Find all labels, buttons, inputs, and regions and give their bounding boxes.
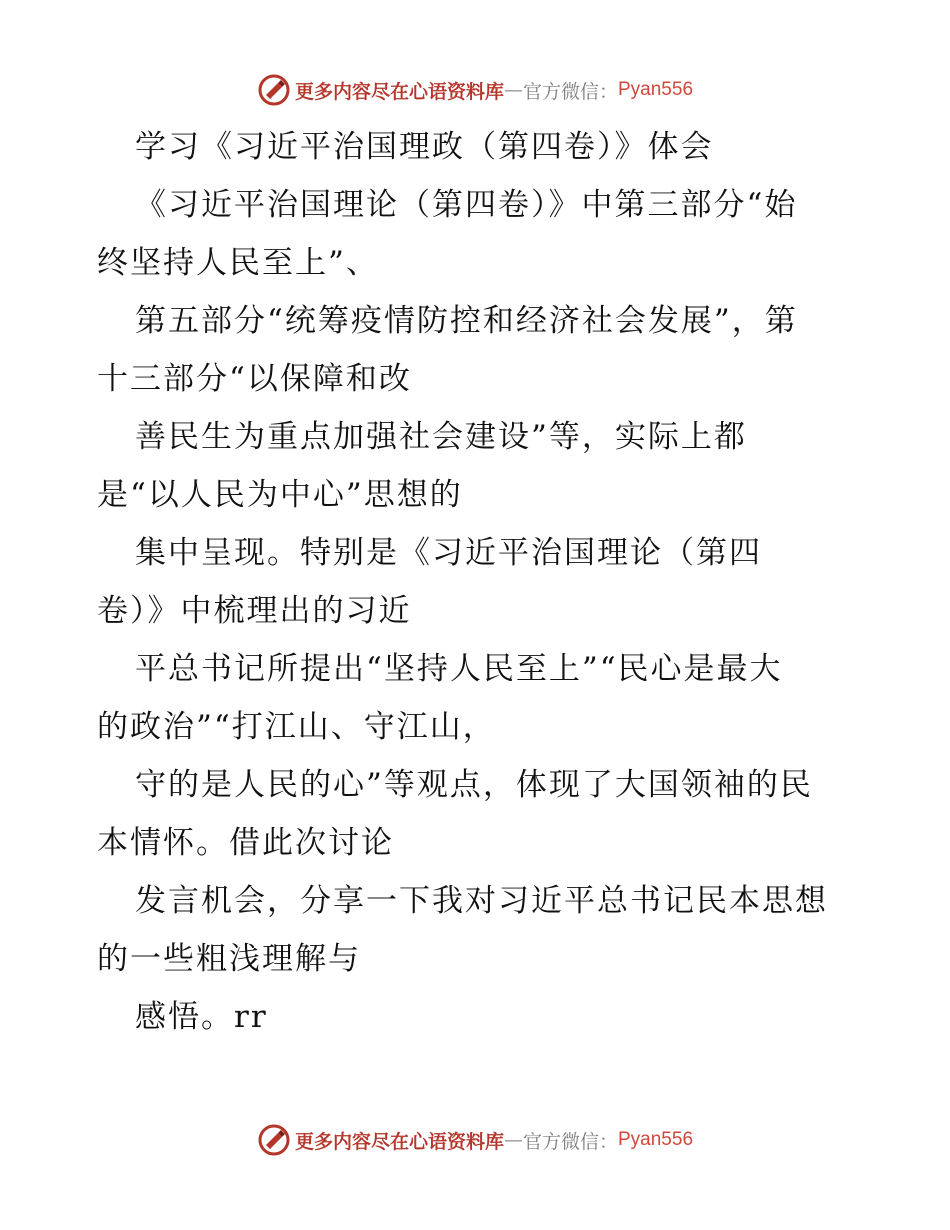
header-banner-separator: — <box>503 79 523 101</box>
footer-banner <box>0 1120 950 1160</box>
paragraph-line: 卷）》中梳理出的习近 <box>97 593 412 629</box>
paragraph-line: 终坚持人民至上”、 <box>97 245 379 281</box>
brand-logo-icon <box>257 1123 291 1157</box>
paragraph-line: 十三部分“以保障和改 <box>97 361 412 397</box>
paragraph-line: 的一些粗浅理解与 <box>97 941 361 977</box>
paragraph-line: 发言机会，分享一下我对习近平总书记民本思想 <box>135 883 828 919</box>
document-title: 学习《习近平治国理政（第四卷）》体会 <box>135 129 714 165</box>
brand-logo-icon <box>257 73 291 107</box>
footer-banner-text: 更多内容尽在心语资料库 <box>294 1130 504 1153</box>
header-banner-text: 更多内容尽在心语资料库 <box>294 80 504 103</box>
footer-banner-separator: — <box>503 1129 523 1151</box>
footer-account-id: Pyan556 <box>618 1129 694 1150</box>
paragraph-line: 本情怀。借此次讨论 <box>97 825 394 861</box>
paragraph-line: 守的是人民的心”等观点，体现了大国领袖的民 <box>135 767 813 803</box>
paragraph-line: 平总书记所提出“坚持人民至上”“民心是最大 <box>135 651 783 687</box>
paragraph-line: 是“以人民为中心”思想的 <box>97 477 463 513</box>
header-banner-suffix: 官方微信： <box>522 80 618 103</box>
paragraph-line: 善民生为重点加强社会建设”等，实际上都 <box>135 419 747 455</box>
footer-banner-suffix: 官方微信： <box>522 1130 618 1153</box>
header-banner <box>0 70 950 110</box>
header-account-id: Pyan556 <box>618 79 694 100</box>
paragraph-line: 第五部分“统筹疫情防控和经济社会发展”，第 <box>135 303 798 339</box>
paragraph-line: 集中呈现。特别是《习近平治国理论（第四 <box>135 535 762 571</box>
paragraph-line: 《习近平治国理论（第四卷）》中第三部分“始 <box>135 187 798 223</box>
document-body <box>97 118 877 1046</box>
paragraph-line: 感悟。rr <box>135 999 268 1035</box>
paragraph-line: 的政治”“打江山、守江山， <box>97 709 496 745</box>
